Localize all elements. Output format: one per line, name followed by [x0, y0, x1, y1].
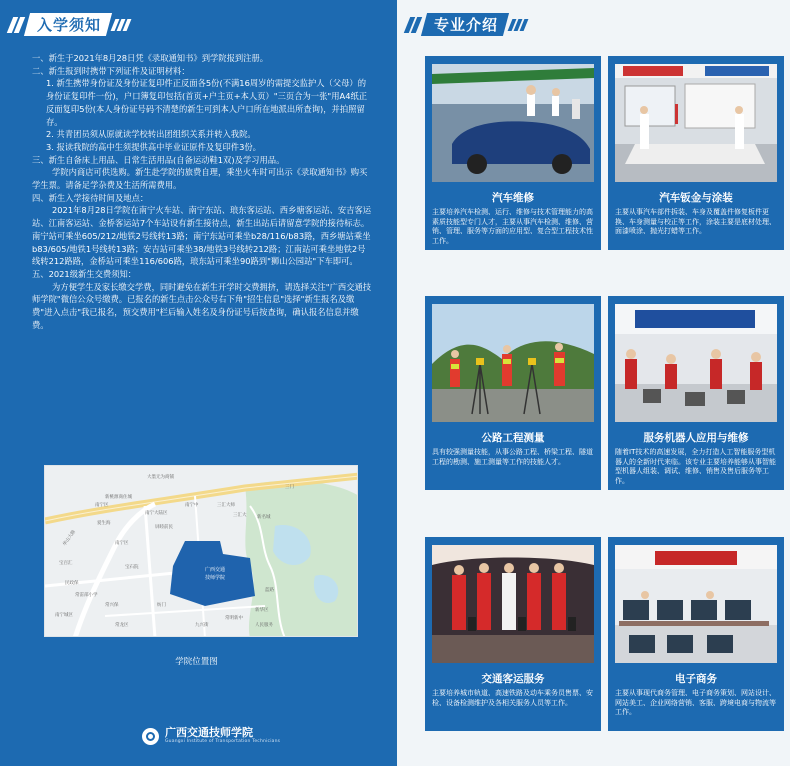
major-description: 随着IT技术的高速发展，全力打造人工智能服务型机器人的全新时代来临。该专业主要培养能够从事智能型机器人组装、调试、维修、销售及售后服务等工作。	[615, 448, 776, 485]
map-graphic	[45, 466, 358, 637]
svg-text:华山大路: 华山大路	[62, 529, 77, 548]
svg-text:南宁区: 南宁区	[115, 541, 129, 546]
svg-text:纺门: 纺门	[157, 603, 166, 608]
note-item: 三、新生自备床上用品、日常生活用品(自备运动鞋1双)及学习用品。	[32, 154, 285, 165]
majors-heading: 专业介绍	[434, 16, 499, 34]
admission-notes	[32, 52, 372, 331]
svg-text:南宁区: 南宁区	[95, 503, 109, 508]
note-item: 3. 报读我院的高中生须提供高中毕业证原件及复印件3份。	[46, 141, 261, 152]
major-description: 主要从事汽车部件拆装、车身及覆盖件修复板件更换、车身测量与校正等工作，涂装主要是底材处理、面漆喷涂、抛光打蜡等工作。	[615, 208, 776, 236]
admission-notice-panel	[0, 0, 393, 766]
note-item: 四、新生入学接待时间及地点：	[32, 192, 149, 203]
svg-text:九兴街: 九兴街	[195, 623, 209, 628]
major-card[interactable]	[608, 296, 784, 490]
svg-text:常兴保: 常兴保	[105, 603, 119, 608]
note-item: 学院内商店可供选购。新生赴学院的旅费自理，乘坐火车时可出示《录取通知书》购买学生票。请备足学杂费及生活所需费用。	[32, 167, 368, 191]
slash-decoration-icon	[10, 17, 22, 33]
major-description: 主要从事现代商务管理、电子商务策划、网站设计、网站美工、企业网络营销、客服、跨境电商与物流等工作。	[615, 689, 776, 717]
major-title: 交通客运服务	[481, 673, 545, 685]
admission-heading-block	[10, 13, 129, 36]
svg-text:常龙区: 常龙区	[115, 623, 129, 628]
svg-text:人民服务: 人民服务	[255, 623, 273, 628]
svg-text:新名城: 新名城	[257, 515, 271, 520]
svg-text:三门: 三门	[285, 485, 294, 490]
svg-text:宝百汇: 宝百汇	[59, 561, 73, 566]
major-card[interactable]	[608, 537, 784, 731]
major-title: 服务机器人应用与维修	[643, 432, 749, 444]
slash-decoration-icon	[510, 19, 526, 31]
majors-panel	[397, 0, 790, 766]
major-title: 汽车钣金与涂装	[659, 192, 733, 204]
note-item: 为方便学生及家长缴交学费，同时避免在新生开学时交费拥挤，请选择关注"广西交通技师学院"微信公众号缴费。已报名的新生点击公众号右下角"招生信息"选择"新生报名及缴费"进入点击"我已报名，预交费用"栏后输入姓名及身份证号后按查询，确认报名信息并缴费。	[32, 281, 372, 330]
svg-text:三汇大师: 三汇大师	[217, 503, 235, 508]
svg-text:民政保: 民政保	[65, 581, 79, 586]
svg-text:爱生海: 爱生海	[97, 521, 111, 526]
note-item: 五、2021级新生交费须知：	[32, 268, 137, 279]
svg-text:新华区: 新华区	[255, 608, 269, 613]
major-description: 具有较强测量技能，从事公路工程、桥梁工程、隧道工程的勘测、施工测量等工作的技能人才。	[432, 448, 593, 466]
slash-decoration-icon	[113, 19, 129, 31]
major-title: 公路工程测量	[481, 432, 545, 444]
major-description: 主要培养汽车检测、运行、维修与技术管理能力的高素质技能型专门人才，主要从事汽车检测、维修、营销、管理、服务等方面的应用型、复合型工程技术性工作。	[432, 208, 593, 245]
note-item: 2021年8月28日学院在南宁火车站、南宁东站、琅东客运站、西乡塘客运站、安吉客运站、江南客运站、金桥客运站7个车站设有新生接待点，新生出站后请留意学院的接待标志。南宁站可乘坐605/212/地铁2号线转13路；南宁东站可乘坐b28/116/b83路，西乡塘站乘坐b83/605/地铁1号线转13路；安吉站可乘坐38/地铁3号线转212路；江南站可乘坐地铁2号线转212路路，金桥站可乘坐116/606路，琅东站可乘坐90路到"狮山公园站"下车即可。	[32, 205, 372, 267]
slash-decoration-icon	[407, 17, 419, 33]
note-item: 一、新生于2021年8月28日凭《录取通知书》到学院报到注册。	[32, 53, 269, 63]
ecommerce-lab-photo	[615, 545, 777, 663]
admission-heading: 入学须知	[37, 16, 102, 34]
major-card[interactable]	[425, 296, 601, 490]
major-card[interactable]	[608, 56, 784, 250]
svg-text:南宁城区: 南宁城区	[55, 613, 73, 618]
svg-text:新桃源商住城: 新桃源商住城	[105, 495, 132, 500]
map-caption: 学院位置图	[175, 657, 218, 667]
svg-text:大墨无为商铺: 大墨无为商铺	[147, 475, 174, 480]
campus-location-map	[44, 465, 358, 637]
svg-text:广西交通: 广西交通	[205, 567, 226, 573]
major-card[interactable]	[425, 56, 601, 250]
major-title: 电子商务	[675, 673, 717, 685]
transport-service-photo	[432, 545, 594, 663]
major-card[interactable]	[425, 537, 601, 731]
note-item: 二、新生报到时携带下列证件及证明材料：	[32, 65, 190, 76]
svg-text:蓝路: 蓝路	[265, 588, 274, 593]
car-repair-photo	[432, 64, 594, 182]
major-title: 汽车维修	[492, 192, 534, 204]
school-name-english: Guangxi Institute of Transportation Technicians	[165, 739, 281, 744]
robot-lab-photo	[615, 304, 777, 422]
svg-text:屏睦前民: 屏睦前民	[155, 525, 173, 530]
svg-text:南宁大陆区: 南宁大陆区	[145, 511, 168, 516]
svg-text:常明新中: 常明新中	[225, 616, 243, 621]
majors-heading-block	[407, 13, 526, 36]
svg-text:三汇大: 三汇大	[233, 513, 247, 518]
svg-text:技师学院: 技师学院	[205, 575, 226, 581]
svg-text:宝石院: 宝石院	[125, 565, 139, 570]
bodywork-photo	[615, 64, 777, 182]
note-item: 2. 共青团员须从原就读学校转出团组织关系并转入我院。	[46, 129, 256, 140]
school-logo	[142, 727, 280, 745]
svg-text:南宁中: 南宁中	[185, 503, 199, 508]
svg-text:常雷部小学: 常雷部小学	[75, 593, 98, 598]
major-description: 主要培养城市轨道、高速铁路及动车乘务员售票、安检、设备检测维护及各相关服务人员等工作。	[432, 689, 593, 707]
surveying-photo	[432, 304, 594, 422]
school-name: 广西交通技师学院	[165, 726, 253, 739]
note-item: 1. 新生携带身份证及身份证复印件正反面各5份(不满16周岁的需提交监护人（父母）的身份证复印件一份)，户口簿复印包括(首页+户主页+本人页）"三页合为一张"用A4纸正反面复印5份(本人身份证号码不清楚的新生可到本人户口所在地派出所查询)，并拍照留存。	[46, 78, 368, 127]
school-emblem-icon	[142, 728, 159, 745]
